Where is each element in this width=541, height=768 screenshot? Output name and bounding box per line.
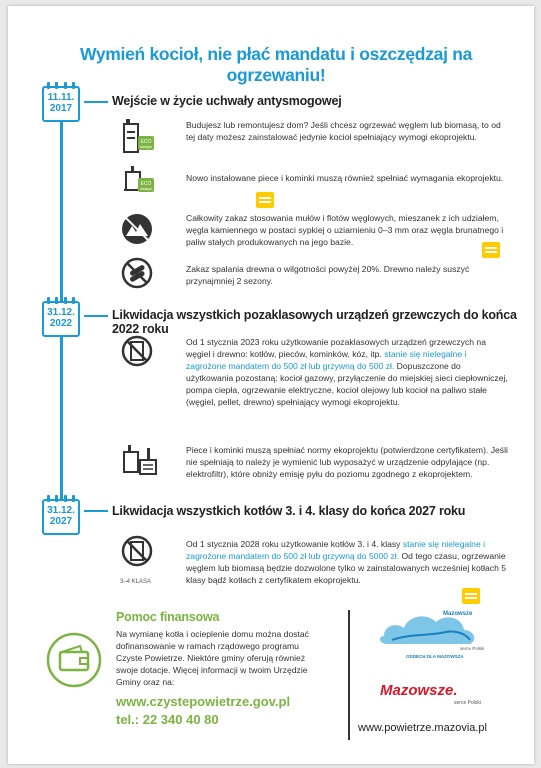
- brand-name: Mazowsze.: [380, 682, 458, 699]
- timeline-connector-2: [84, 315, 108, 317]
- section3-item1-text: [186, 538, 508, 586]
- date-badge-year: 2017: [49, 103, 73, 114]
- section-heading-2022: Likwidacja wszystkich pozaklasowych urządzeń grzewczych do końca 2022 roku: [112, 308, 517, 336]
- class-boiler-ban-icon: [120, 534, 154, 568]
- mazowsze-small-caption: serce Polski: [460, 646, 485, 651]
- date-badge-day: 31.12.: [47, 505, 75, 516]
- section1-item2-text: Nowo instalowane piece i kominki muszą również spełniać wymagania ekoprojektu.: [186, 173, 504, 183]
- wood-ban-icon: [120, 256, 154, 290]
- date-badge-2022: [42, 301, 80, 337]
- date-badge-2017: [42, 86, 80, 122]
- class-caption: 3–4 KLASA: [120, 579, 152, 585]
- comment-icon[interactable]: [462, 588, 480, 604]
- svg-text:ECO: ECO: [140, 139, 152, 145]
- comment-icon[interactable]: [482, 242, 500, 258]
- svg-text:design: design: [140, 186, 152, 191]
- mazowsze-brand-logo: [380, 682, 458, 699]
- date-badge-2027: [42, 499, 80, 535]
- svg-text:ECO: ECO: [140, 181, 152, 187]
- brand-tagline: serce Polski: [454, 700, 481, 706]
- section3-item1-text-c: Od tego czasu, ogrzewanie węglem lub biomasą będzie dozwolone tylko w zainstalowanych wcześniej kotłach 5 klasy bądź kotłach z certyfikatem ekoprojektu.: [186, 551, 507, 585]
- region-label: ODDECH DLA MAZOWSZA: [406, 654, 464, 659]
- coal-ban-icon: [120, 212, 154, 246]
- leaflet-page: [8, 6, 534, 764]
- section3-penalty-text: stanie się nielegalne i zagrożone mandatem do 500 zł lub grzywną do 5000 zł.: [186, 539, 486, 561]
- svg-text:design: design: [140, 144, 152, 149]
- section3-item1-text-a: Od 1 stycznia 2028 roku użytkowanie kotłów 3. i 4. klasy: [186, 539, 403, 549]
- finance-text: Na wymianę kotła i ocieplenie domu można dostać dofinansowanie w ramach rządowego programu Czyste Powietrze. Niektóre gminy oferują również swoje dotacje. Więcej informacji w twoim Urzędzie Gminy oraz na:: [116, 629, 309, 687]
- section-heading-2017: Wejście w życie uchwały antysmogowej: [112, 94, 342, 108]
- section2-penalty-text: stanie się nielegalne i zagrożone mandatem do 500 zł lub grzywną do 500 zł.: [186, 349, 467, 371]
- finance-heading: Pomoc finansowa: [116, 610, 220, 624]
- section2-item1-text-a: Od 1 stycznia 2023 roku użytkowanie pozaklasowych urządzeń grzewczych na węgiel i drewno: kotłów, pieców, kominków, kóz, itp.: [186, 337, 486, 359]
- finance-phone[interactable]: tel.: 22 340 40 80: [116, 712, 219, 727]
- date-badge-year: 2022: [49, 318, 73, 329]
- comment-icon[interactable]: [256, 192, 274, 208]
- date-badge-day: 31.12.: [47, 307, 75, 318]
- section2-item2-text: Piece i kominki muszą spełniać normy ekoprojektu (potwierdzone certyfikatem). Jeśli nie spełniają to należy je wymienić lub wyposażyć w urządzenie odpylające (np. elektrofiltr), które obniży emisję pyłu do poziomu zgodnego z ekoprojektem.: [186, 445, 508, 479]
- timeline-connector-3: [84, 510, 108, 512]
- eco-boiler-icon: [120, 116, 156, 156]
- section1-item4-text: Zakaz spalania drewna o wilgotności powyżej 20%. Drewno należy suszyć przynajmniej 2 sezony.: [186, 264, 470, 286]
- finance-url[interactable]: www.czystepowietrze.gov.pl: [116, 694, 291, 709]
- section-heading-2027: Likwidacja wszystkich kotłów 3. i 4. klasy do końca 2027 roku: [112, 504, 466, 518]
- wallet-icon: [46, 632, 102, 688]
- section2-item1-text-c: Dopuszczone do użytkowania pozostaną: kocioł gazowy, przyłączenie do miejskiej sieci ciepłowniczej, pompa ciepła, ogrzewanie elektryczne, kocioł olejowy lub kocioł na paliwo stałe (węgiel, pellet, drewno) spełniający wymogi ekoprojektu.: [186, 361, 508, 407]
- divider: [348, 610, 350, 740]
- section1-item1-text: Budujesz lub remontujesz dom? Jeśli chcesz ogrzewać węglem lub biomasą, to od tej daty możesz zainstalować jedynie kocioł spełniający wymogi ekoprojektu.: [186, 120, 501, 142]
- date-badge-day: 11.11.: [47, 92, 75, 103]
- boiler-ban-icon: [120, 334, 154, 368]
- mazowsze-small-label: Mazowsze: [443, 611, 473, 617]
- section2-item1-text: [186, 336, 508, 408]
- date-badge-year: 2027: [49, 516, 73, 527]
- stove-filter-icon: [120, 442, 160, 478]
- page-title: Wymień kocioł, nie płać mandatu i oszczędzaj na ogrzewaniu!: [79, 44, 473, 85]
- eco-stove-icon: [120, 164, 156, 198]
- section1-item3-text: Całkowity zakaz stosowania mułów i flotów węglowych, mieszanek z ich udziałem, węgla kamiennego w postaci sypkiej o uziarnieniu 0–3 mm oraz węgla brunatnego i paliw stałych produkowanych na jego bazie.: [186, 213, 504, 247]
- site-link[interactable]: www.powietrze.mazovia.pl: [358, 722, 487, 734]
- timeline-connector-1: [84, 101, 108, 103]
